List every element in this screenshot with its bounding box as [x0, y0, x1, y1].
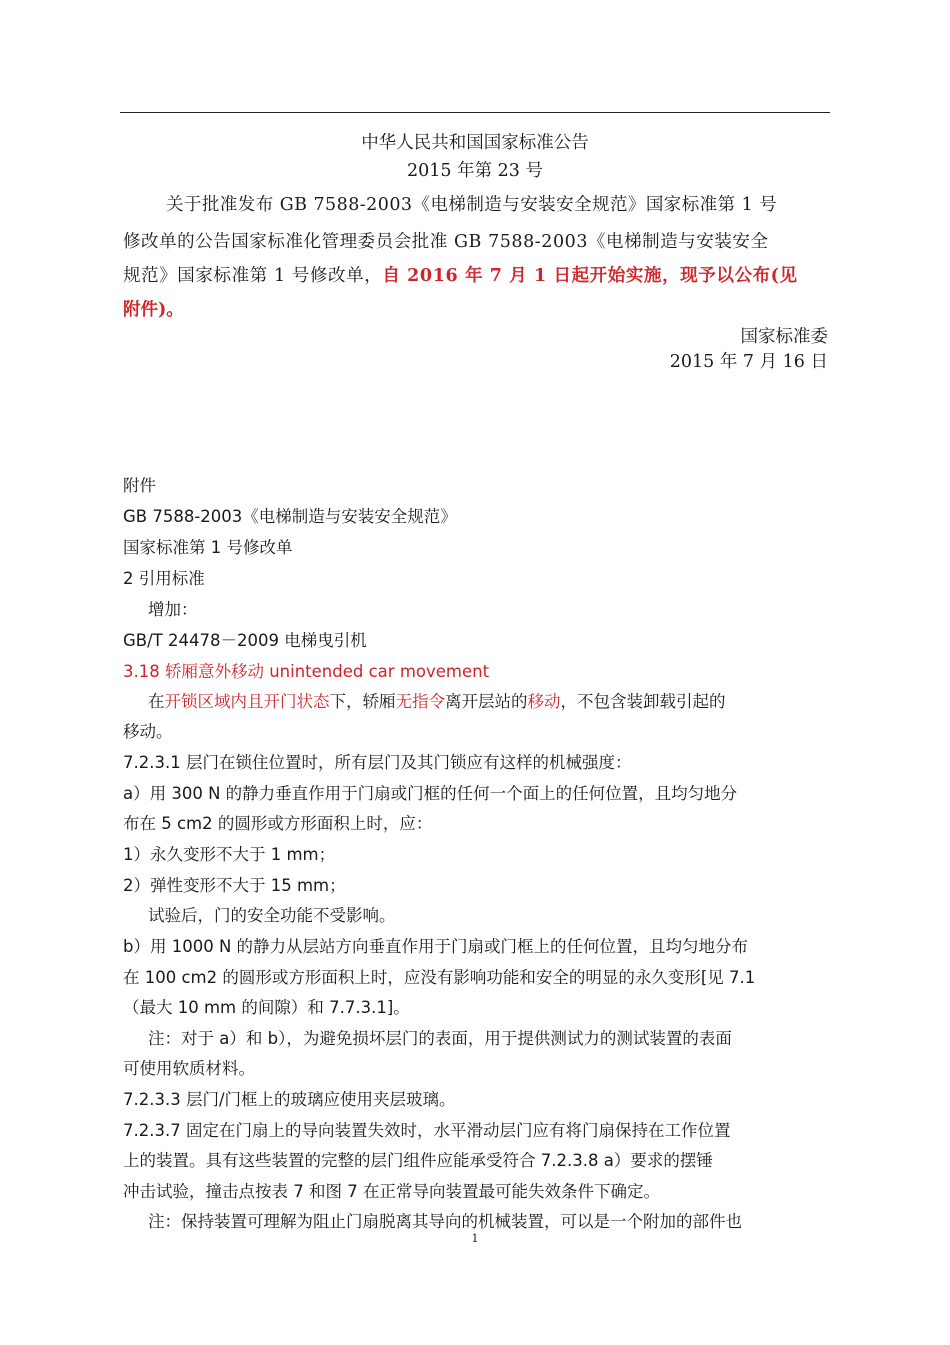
clause-7237-line-3: 冲击试验，撞击点按表 7 和图 7 在正常导向装置最可能失效条件下确定。	[123, 1182, 660, 1201]
notice-date: 2015 年 7 月 16 日	[669, 352, 828, 372]
note-1-line-2: 可使用软质材料。	[123, 1059, 255, 1078]
add-label: 增加：	[148, 600, 198, 619]
notice-para-line-1: 关于批准发布 GB 7588-2003《电梯制造与安装安全规范》国家标准第 1 号	[166, 195, 778, 215]
clause-7233: 7.2.3.3 层门/门框上的玻璃应使用夹层玻璃。	[123, 1090, 456, 1109]
notice-number: 2015 年第 23 号	[407, 161, 543, 181]
after-test-note: 试验后，门的安全功能不受影响。	[148, 906, 396, 925]
notice-signer: 国家标准委	[740, 327, 828, 347]
section-2-heading: 2 引用标准	[123, 569, 205, 588]
attachment-amendment: 国家标准第 1 号修改单	[123, 538, 293, 557]
reference-standard: GB/T 24478－2009 电梯曳引机	[123, 631, 367, 650]
item-a-sub-2: 2）弹性变形不大于 15 mm；	[123, 876, 346, 895]
def-highlight-movement: 移动	[527, 692, 561, 711]
header-rule	[120, 112, 830, 113]
item-b-line-2: 在 100 cm2 的圆形或方形面积上时，应没有影响功能和安全的明显的永久变形[见 7.1	[123, 968, 756, 987]
def-text-a: 在	[148, 692, 165, 711]
def-text-e: 离开层站的	[445, 692, 528, 711]
attachment-standard: GB 7588-2003《电梯制造与安装安全规范》	[123, 507, 457, 526]
notice-para-line-4: 附件)。	[123, 300, 184, 320]
note-2-line-1: 注：保持装置可理解为阻止门扇脱离其导向的机械装置，可以是一个附加的部件也	[148, 1212, 742, 1231]
definition-line-1	[148, 688, 726, 712]
notice-para-line-2: 修改单的公告国家标准化管理委员会批准 GB 7588-2003《电梯制造与安装安全	[123, 232, 769, 252]
notice-para-line-3-text: 规范》国家标准第 1 号修改单，	[123, 266, 383, 286]
def-highlight-unlock-zone: 开锁区域内且开门状态	[164, 692, 330, 711]
item-a-line-1: a）用 300 N 的静力垂直作用于门扇或门框的任何一个面上的任何位置，且均匀地分	[123, 784, 738, 803]
item-b-line-1: b）用 1000 N 的静力从层站方向垂直作用于门扇或门框上的任何位置，且均匀地分布	[123, 937, 749, 956]
item-a-sub-1: 1）永久变形不大于 1 mm；	[123, 845, 336, 864]
clause-7237-line-1: 7.2.3.7 固定在门扇上的导向装置失效时，水平滑动层门应有将门扇保持在工作位置	[123, 1121, 731, 1140]
def-text-c: 下，轿厢	[329, 692, 396, 711]
def-highlight-no-command: 无指令	[395, 692, 445, 711]
attachment-label: 附件	[123, 476, 156, 495]
page-number: 1	[471, 1232, 479, 1245]
def-text-g: ，不包含装卸载引起的	[560, 692, 726, 711]
item-a-line-2: 布在 5 cm2 的圆形或方形面积上时，应：	[123, 814, 433, 833]
definition-line-2: 移动。	[123, 722, 173, 741]
clause-7231: 7.2.3.1 层门在锁住位置时，所有层门及其门锁应有这样的机械强度：	[123, 753, 632, 772]
item-b-line-3: （最大 10 mm 的间隙）和 7.7.3.1]。	[123, 998, 410, 1017]
effective-date-highlight: 自 2016 年 7 月 1 日起开始实施，现予以公布(见	[382, 266, 798, 286]
notice-title: 中华人民共和国国家标准公告	[361, 133, 589, 153]
note-1-line-1: 注：对于 a）和 b），为避免损坏层门的表面，用于提供测试力的测试装置的表面	[148, 1029, 732, 1048]
clause-7237-line-2: 上的装置。具有这些装置的完整的层门组件应能承受符合 7.2.3.8 a）要求的摆锤	[123, 1151, 713, 1170]
notice-para-line-3	[123, 262, 798, 287]
definition-heading: 3.18 轿厢意外移动 unintended car movement	[123, 662, 490, 681]
